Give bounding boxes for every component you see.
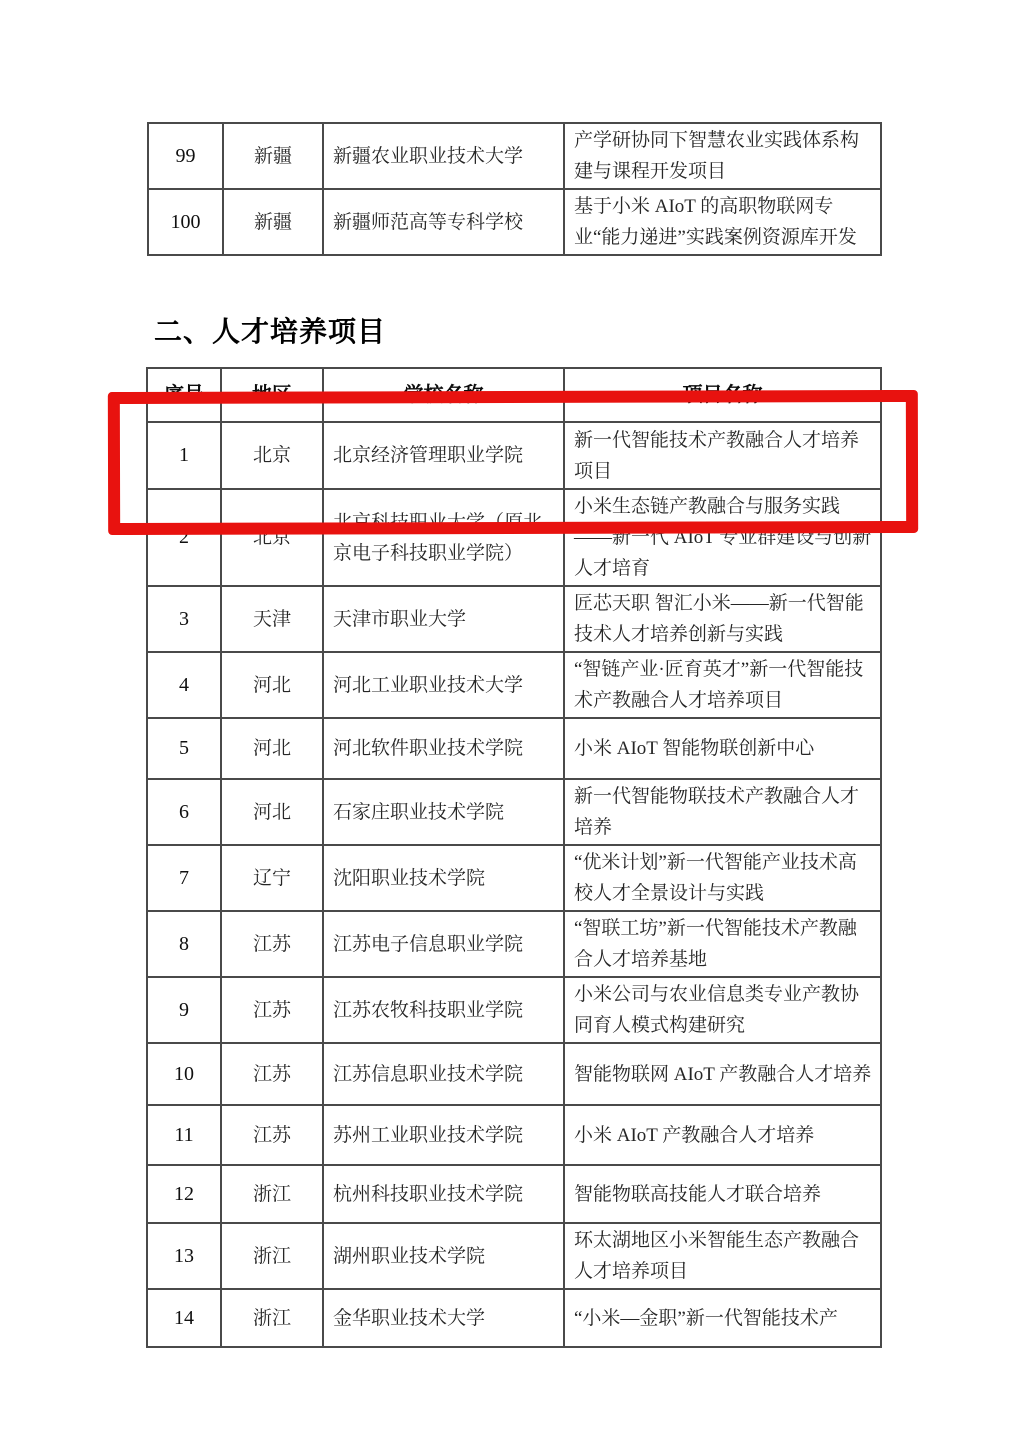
cell-num: 5	[147, 718, 221, 779]
cell-project: 环太湖地区小米智能生态产教融合人才培养项目	[564, 1223, 881, 1289]
table-row	[147, 586, 881, 652]
cell-project: “优米计划”新一代智能产业技术高校人才全景设计与实践	[564, 845, 881, 911]
table-row	[147, 1043, 881, 1105]
table-row	[147, 422, 881, 489]
cell-school: 沈阳职业技术学院	[323, 845, 564, 911]
table-row	[147, 845, 881, 911]
cell-project: 基于小米 AIoT 的高职物联网专业“能力递进”实践案例资源库开发	[564, 189, 881, 255]
cell-project: 小米 AIoT 智能物联创新中心	[564, 718, 881, 779]
cell-project: “智联工坊”新一代智能技术产教融合人才培养基地	[564, 911, 881, 977]
cell-school: 新疆农业职业技术大学	[323, 123, 564, 189]
cell-school: 江苏农牧科技职业学院	[323, 977, 564, 1043]
cell-num: 7	[147, 845, 221, 911]
table-row	[147, 977, 881, 1043]
cell-region: 江苏	[221, 1105, 323, 1165]
cell-num: 10	[147, 1043, 221, 1105]
table-row	[147, 1165, 881, 1223]
cell-region: 河北	[221, 779, 323, 845]
table-header-row	[147, 368, 881, 422]
cell-project: 智能物联网 AIoT 产教融合人才培养	[564, 1043, 881, 1105]
cell-school: 河北软件职业技术学院	[323, 718, 564, 779]
cell-num: 4	[147, 652, 221, 718]
cell-region: 河北	[221, 652, 323, 718]
cell-region: 北京	[221, 489, 323, 586]
cell-project: 智能物联高技能人才联合培养	[564, 1165, 881, 1223]
cell-region: 新疆	[223, 189, 323, 255]
cell-num: 99	[148, 123, 223, 189]
cell-region: 江苏	[221, 977, 323, 1043]
cell-school: 石家庄职业技术学院	[323, 779, 564, 845]
cell-school: 湖州职业技术学院	[323, 1223, 564, 1289]
cell-region: 江苏	[221, 1043, 323, 1105]
cell-num: 2	[147, 489, 221, 586]
cell-num: 9	[147, 977, 221, 1043]
cell-num: 11	[147, 1105, 221, 1165]
cell-region: 辽宁	[221, 845, 323, 911]
cell-school: 新疆师范高等专科学校	[323, 189, 564, 255]
previous-section-table	[147, 122, 882, 256]
cell-num: 13	[147, 1223, 221, 1289]
cell-school: 江苏信息职业技术学院	[323, 1043, 564, 1105]
table-row	[147, 652, 881, 718]
cell-num: 100	[148, 189, 223, 255]
cell-school: 苏州工业职业技术学院	[323, 1105, 564, 1165]
cell-project: 新一代智能技术产教融合人才培养项目	[564, 422, 881, 489]
cell-school: 金华职业技术大学	[323, 1289, 564, 1347]
cell-num: 3	[147, 586, 221, 652]
cell-project: 小米公司与农业信息类专业产教协同育人模式构建研究	[564, 977, 881, 1043]
header-num: 序号	[147, 368, 221, 422]
header-school: 学校名称	[323, 368, 564, 422]
table-row	[148, 189, 881, 255]
cell-num: 12	[147, 1165, 221, 1223]
talent-training-table	[146, 367, 882, 1348]
cell-project: 匠芯天职 智汇小米——新一代智能技术人才培养创新与实践	[564, 586, 881, 652]
table-row	[148, 123, 881, 189]
cell-project: “小米—金职”新一代智能技术产	[564, 1289, 881, 1347]
header-project: 项目名称	[564, 368, 881, 422]
cell-num: 1	[147, 422, 221, 489]
cell-region: 河北	[221, 718, 323, 779]
cell-school: 江苏电子信息职业学院	[323, 911, 564, 977]
table-row	[147, 779, 881, 845]
table-row	[147, 911, 881, 977]
cell-school: 天津市职业大学	[323, 586, 564, 652]
table-row	[147, 489, 881, 586]
cell-num: 6	[147, 779, 221, 845]
cell-region: 浙江	[221, 1289, 323, 1347]
cell-num: 14	[147, 1289, 221, 1347]
cell-region: 天津	[221, 586, 323, 652]
table-row	[147, 718, 881, 779]
cell-region: 浙江	[221, 1165, 323, 1223]
cell-school: 河北工业职业技术大学	[323, 652, 564, 718]
cell-region: 江苏	[221, 911, 323, 977]
cell-num: 8	[147, 911, 221, 977]
cell-region: 北京	[221, 422, 323, 489]
cell-school: 杭州科技职业技术学院	[323, 1165, 564, 1223]
table-row	[147, 1223, 881, 1289]
table-row	[147, 1289, 881, 1347]
cell-region: 浙江	[221, 1223, 323, 1289]
cell-project: 小米生态链产教融合与服务实践——新一代 AIoT 专业群建设与创新人才培育	[564, 489, 881, 586]
cell-region: 新疆	[223, 123, 323, 189]
cell-school: 北京经济管理职业学院	[323, 422, 564, 489]
cell-project: “智链产业·匠育英才”新一代智能技术产教融合人才培养项目	[564, 652, 881, 718]
cell-project: 小米 AIoT 产教融合人才培养	[564, 1105, 881, 1165]
cell-project: 新一代智能物联技术产教融合人才培养	[564, 779, 881, 845]
header-region: 地区	[221, 368, 323, 422]
table-row	[147, 1105, 881, 1165]
cell-project: 产学研协同下智慧农业实践体系构建与课程开发项目	[564, 123, 881, 189]
section-heading: 二、人才培养项目	[154, 316, 387, 347]
cell-school: 北京科技职业大学（原北京电子科技职业学院）	[323, 489, 564, 586]
